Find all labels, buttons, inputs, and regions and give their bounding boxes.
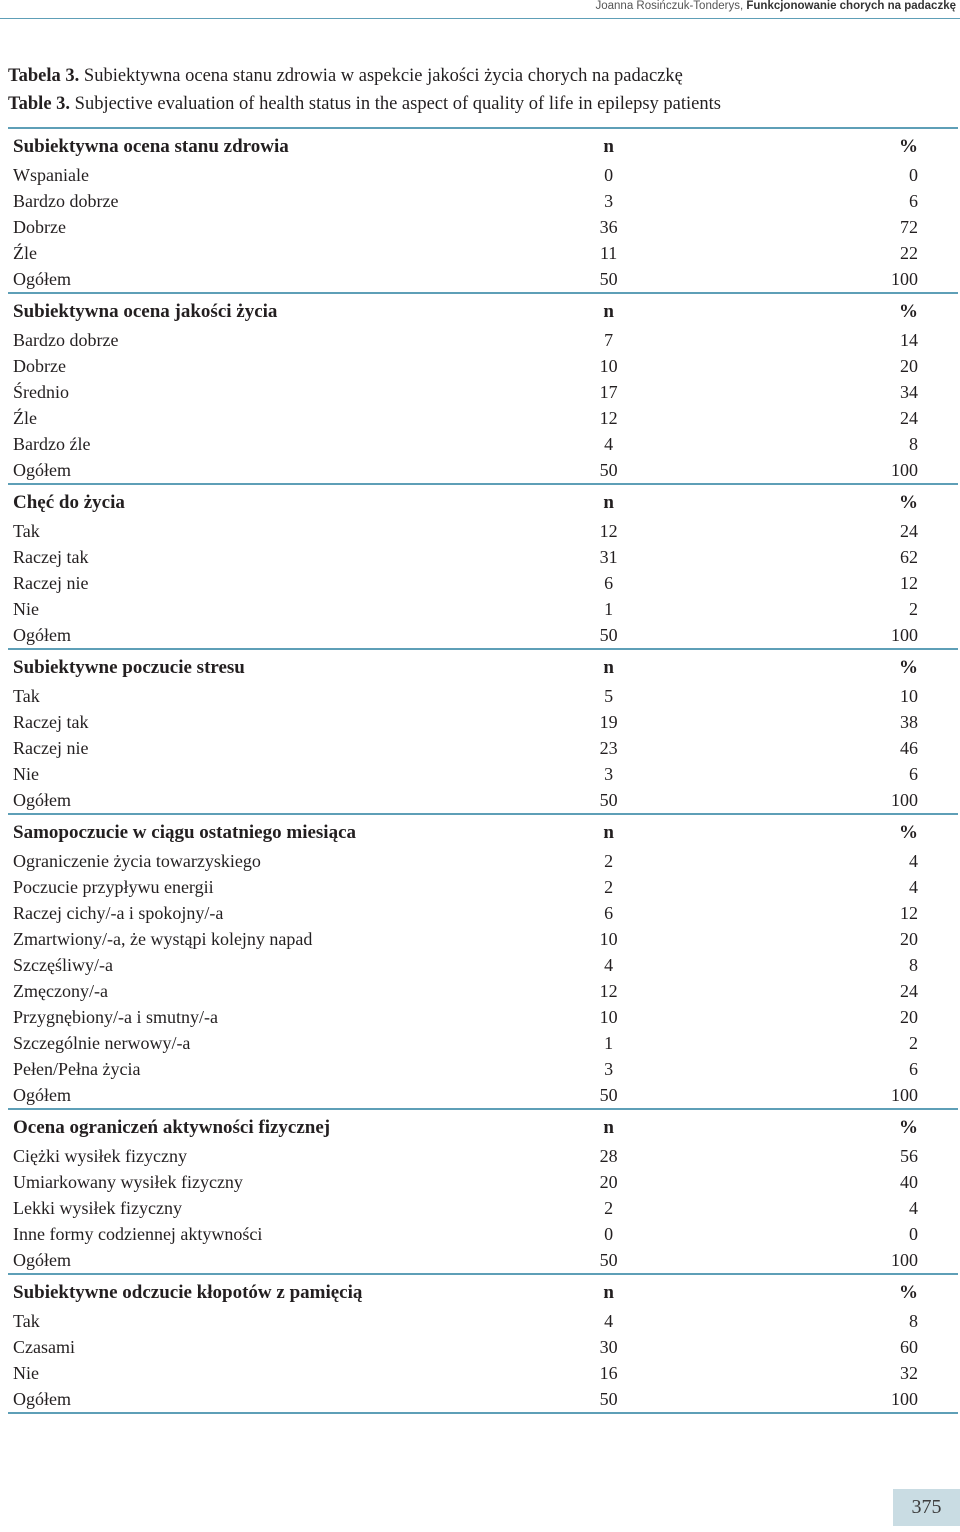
spacer-cell [638,1360,813,1386]
table-row [8,787,958,814]
row-percent-value: 100 [891,269,918,289]
row-percent-value: 2 [909,599,918,619]
row-percent-value: 0 [909,165,918,185]
table-row [8,1360,958,1386]
row-label: Poczucie przypływu energii [13,877,214,897]
section-header-row [8,128,958,162]
section-header-row [8,1109,958,1143]
row-label: Raczej tak [13,547,89,567]
spacer-cell [638,1195,813,1221]
column-header-percent: % [814,1274,958,1308]
column-header-n: n [579,1109,639,1143]
spacer-cell [638,1109,813,1143]
row-n-value: 12 [599,408,618,428]
row-percent-value: 24 [900,408,918,428]
spacer-cell [638,787,813,814]
row-n-value: 50 [599,460,618,480]
table-row [8,266,958,293]
table-row [8,544,958,570]
spacer-cell [638,570,813,596]
caption-english [8,90,721,118]
row-percent-value: 62 [900,547,918,567]
row-percent-value: 14 [900,330,918,350]
row-percent-value: 38 [900,712,918,732]
row-label: Ogółem [13,460,71,480]
row-percent-value: 4 [909,851,918,871]
section-title: Ocena ograniczeń aktywności fizycznej [8,1109,579,1143]
row-label: Bardzo dobrze [13,191,119,211]
row-label: Umiarkowany wysiłek fizyczny [13,1172,243,1192]
caption-polish [8,62,721,90]
spacer-cell [638,874,813,900]
section-title: Subiektywne poczucie stresu [8,649,579,683]
row-n-value: 10 [599,356,618,376]
table-row [8,848,958,874]
caption-polish-text: Subiektywna ocena stanu zdrowia w aspekcie jakości życia chorych na padaczkę [83,66,683,86]
row-percent-value: 8 [909,434,918,454]
spacer-cell [638,848,813,874]
row-percent-value: 12 [900,903,918,923]
spacer-cell [638,379,813,405]
caption-english-label: Table 3. [8,94,71,114]
spacer-cell [638,709,813,735]
spacer-cell [638,1334,813,1360]
row-label: Ogółem [13,1250,71,1270]
section-header-row [8,1274,958,1308]
spacer-cell [638,1308,813,1334]
row-label: Szczególnie nerwowy/-a [13,1033,191,1053]
row-percent-value: 34 [900,382,918,402]
spacer-cell [638,266,813,293]
row-label: Raczej nie [13,738,89,758]
row-n-value: 1 [604,1033,614,1053]
row-percent-value: 24 [900,521,918,541]
row-percent-value: 100 [891,625,918,645]
table-row [8,162,958,188]
table-row [8,874,958,900]
column-header-percent: % [814,814,958,848]
row-n-value: 50 [599,790,618,810]
spacer-cell [638,596,813,622]
row-n-value: 17 [599,382,618,402]
row-label: Ogółem [13,790,71,810]
row-n-value: 11 [599,243,618,263]
table-container [8,127,958,1414]
table-row [8,596,958,622]
row-n-value: 2 [604,1198,614,1218]
row-percent-value: 6 [909,1059,918,1079]
row-n-value: 31 [599,547,618,567]
spacer-cell [638,1169,813,1195]
row-label: Czasami [13,1337,75,1357]
spacer-cell [638,162,813,188]
page-number: 375 [911,1496,942,1518]
row-label: Raczej nie [13,573,89,593]
row-n-value: 0 [604,1224,614,1244]
spacer-cell [638,327,813,353]
row-n-value: 4 [604,434,614,454]
table-row [8,1334,958,1360]
spacer-cell [638,353,813,379]
row-label: Źle [13,243,37,263]
row-label: Zmartwiony/-a, że wystąpi kolejny napad [13,929,313,949]
spacer-cell [638,735,813,761]
row-percent-value: 60 [900,1337,918,1357]
spacer-cell [638,484,813,518]
row-percent-value: 32 [900,1363,918,1383]
spacer-cell [638,544,813,570]
table-row [8,1221,958,1247]
row-n-value: 50 [599,1085,618,1105]
table-row [8,683,958,709]
row-n-value: 0 [604,165,614,185]
table-row [8,735,958,761]
spacer-cell [638,1082,813,1109]
table-row [8,353,958,379]
running-head-authors: Joanna Rosińczuk-Tonderys, [595,0,744,12]
table-row [8,709,958,735]
row-label: Dobrze [13,356,66,376]
row-percent-value: 8 [909,955,918,975]
table-row [8,379,958,405]
row-percent-value: 20 [900,1007,918,1027]
spacer-cell [638,240,813,266]
spacer-cell [638,431,813,457]
row-label: Inne formy codziennej aktywności [13,1224,263,1244]
row-percent-value: 100 [891,1250,918,1270]
spacer-cell [638,649,813,683]
row-percent-value: 12 [900,573,918,593]
row-label: Źle [13,408,37,428]
section-title: Chęć do życia [8,484,579,518]
spacer-cell [638,405,813,431]
page-number-box [893,1489,960,1526]
spacer-cell [638,128,813,162]
row-label: Szczęśliwy/-a [13,955,113,975]
row-percent-value: 10 [900,686,918,706]
row-label: Ciężki wysiłek fizyczny [13,1146,187,1166]
spacer-cell [638,1221,813,1247]
row-n-value: 20 [599,1172,618,1192]
row-label: Ogółem [13,1085,71,1105]
row-n-value: 5 [604,686,614,706]
table-row [8,761,958,787]
spacer-cell [638,926,813,952]
row-percent-value: 0 [909,1224,918,1244]
row-label: Raczej tak [13,712,89,732]
row-n-value: 36 [599,217,618,237]
spacer-cell [638,978,813,1004]
spacer-cell [638,293,813,327]
spacer-cell [638,1004,813,1030]
row-n-value: 16 [599,1363,618,1383]
row-n-value: 2 [604,877,614,897]
column-header-n: n [579,484,639,518]
section-header-row [8,649,958,683]
table-row [8,327,958,353]
row-percent-value: 72 [900,217,918,237]
table-row [8,1247,958,1274]
spacer-cell [638,1143,813,1169]
row-n-value: 4 [604,1311,614,1331]
row-n-value: 3 [604,764,614,784]
table-row [8,900,958,926]
section-header-row [8,484,958,518]
row-n-value: 28 [599,1146,618,1166]
results-table [8,127,958,1414]
row-percent-value: 2 [909,1033,918,1053]
row-percent-value: 6 [909,191,918,211]
spacer-cell [638,518,813,544]
caption-english-text: Subjective evaluation of health status in the aspect of quality of life in epilepsy patients [74,94,721,114]
spacer-cell [638,188,813,214]
row-percent-value: 46 [900,738,918,758]
row-percent-value: 4 [909,1198,918,1218]
spacer-cell [638,1247,813,1274]
section-header-row [8,814,958,848]
spacer-cell [638,761,813,787]
row-n-value: 6 [604,903,614,923]
running-head-title: Funkcjonowanie chorych na padaczkę [746,0,956,12]
table-row [8,214,958,240]
section-title: Subiektywna ocena jakości życia [8,293,579,327]
spacer-cell [638,900,813,926]
row-label: Ogółem [8,1386,579,1413]
row-percent-value: 22 [900,243,918,263]
table-row [8,1169,958,1195]
row-n-value: 50 [599,1250,618,1270]
row-label: Bardzo dobrze [13,330,119,350]
spacer-cell [638,1386,813,1413]
table-row [8,188,958,214]
column-header-n: n [579,128,639,162]
section-title: Subiektywne odczucie kłopotów z pamięcią [8,1274,579,1308]
table-row [8,1030,958,1056]
row-label: Zmęczony/-a [13,981,108,1001]
row-n-value: 6 [604,573,614,593]
table-row [8,457,958,484]
row-n-value: 50 [579,1386,639,1413]
row-label: Nie [13,1363,39,1383]
row-label: Raczej cichy/-a i spokojny/-a [13,903,224,923]
row-label: Lekki wysiłek fizyczny [13,1198,182,1218]
column-header-percent: % [814,649,958,683]
row-label: Pełen/Pełna życia [13,1059,141,1079]
table-row [8,518,958,544]
spacer-cell [638,814,813,848]
section-title: Subiektywna ocena stanu zdrowia [8,128,579,162]
table-row [8,570,958,596]
row-label: Ogółem [13,625,71,645]
row-percent-value: 100 [891,460,918,480]
row-percent-value: 4 [909,877,918,897]
row-n-value: 19 [599,712,618,732]
row-n-value: 12 [599,981,618,1001]
row-percent-value: 100 [891,790,918,810]
row-percent-value: 24 [900,981,918,1001]
column-header-n: n [579,293,639,327]
row-percent-value: 20 [900,356,918,376]
table-body [8,128,958,1413]
row-label: Przygnębiony/-a i smutny/-a [13,1007,218,1027]
row-n-value: 10 [599,929,618,949]
spacer-cell [638,1056,813,1082]
table-row [8,622,958,649]
table-row [8,405,958,431]
table-row [8,952,958,978]
table-row [8,240,958,266]
row-n-value: 7 [604,330,614,350]
section-title: Samopoczucie w ciągu ostatniego miesiąca [8,814,579,848]
row-n-value: 1 [604,599,614,619]
spacer-cell [638,683,813,709]
table-row [8,1386,958,1413]
row-percent-value: 100 [814,1386,958,1413]
table-row [8,431,958,457]
row-label: Bardzo źle [13,434,91,454]
spacer-cell [638,214,813,240]
row-percent-value: 56 [900,1146,918,1166]
caption-polish-label: Tabela 3. [8,66,80,86]
row-label: Tak [13,1311,40,1331]
column-header-percent: % [814,128,958,162]
row-percent-value: 6 [909,764,918,784]
row-n-value: 50 [599,269,618,289]
spacer-cell [638,1030,813,1056]
section-header-row [8,293,958,327]
row-label: Ogółem [13,269,71,289]
running-head [0,0,960,19]
row-label: Nie [13,599,39,619]
row-n-value: 10 [599,1007,618,1027]
row-n-value: 3 [604,191,614,211]
row-n-value: 3 [604,1059,614,1079]
row-n-value: 30 [599,1337,618,1357]
table-row [8,1056,958,1082]
row-percent-value: 20 [900,929,918,949]
column-header-n: n [579,814,639,848]
table-row [8,1082,958,1109]
spacer-cell [638,1274,813,1308]
row-n-value: 2 [604,851,614,871]
row-label: Nie [13,764,39,784]
column-header-percent: % [814,293,958,327]
row-n-value: 23 [599,738,618,758]
spacer-cell [638,952,813,978]
row-percent-value: 8 [909,1311,918,1331]
table-row [8,1143,958,1169]
row-percent-value: 40 [900,1172,918,1192]
spacer-cell [638,622,813,649]
row-label: Ograniczenie życia towarzyskiego [13,851,261,871]
row-n-value: 50 [599,625,618,645]
table-row [8,926,958,952]
column-header-n: n [579,1274,639,1308]
spacer-cell [638,457,813,484]
column-header-percent: % [814,484,958,518]
row-label: Wspaniale [13,165,89,185]
row-label: Średnio [13,382,69,402]
row-n-value: 4 [604,955,614,975]
row-label: Tak [13,686,40,706]
column-header-percent: % [814,1109,958,1143]
table-row [8,1004,958,1030]
row-n-value: 12 [599,521,618,541]
row-label: Tak [13,521,40,541]
row-label: Dobrze [13,217,66,237]
column-header-n: n [579,649,639,683]
table-caption [8,62,721,118]
table-row [8,1308,958,1334]
row-percent-value: 100 [891,1085,918,1105]
table-row [8,978,958,1004]
table-row [8,1195,958,1221]
